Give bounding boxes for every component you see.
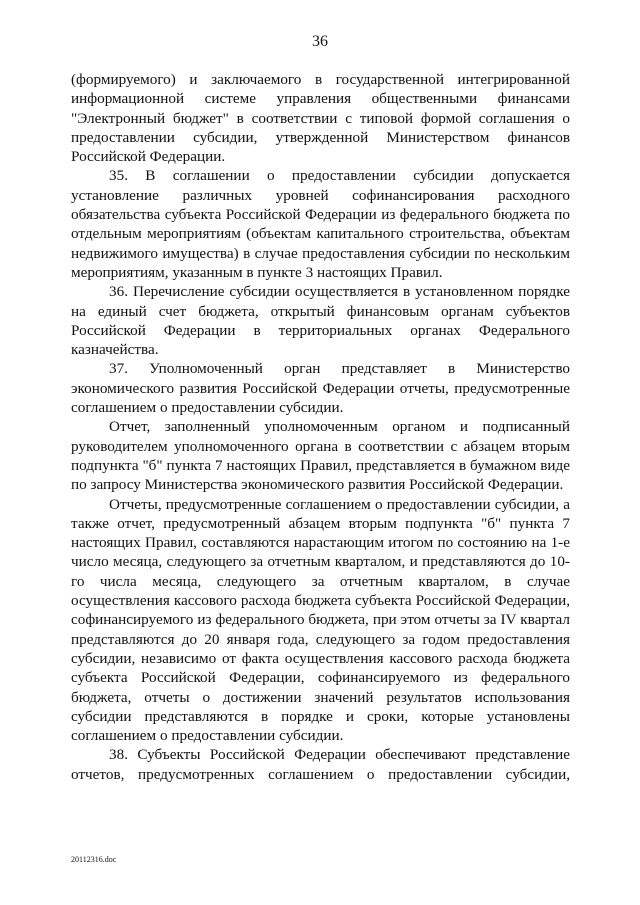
paragraph-38: 38. Субъекты Российской Федерации обеспечивают представление отчетов, предусмотренных соглашением о предоставлении субсидии,: [71, 746, 570, 783]
paragraph-36: 36. Перечисление субсидии осуществляется в установленном порядке на единый счет бюджета, открытый финансовым органам субъектов Российской Федерации в территориальных органах Федерального казначейства.: [71, 283, 570, 359]
paragraph-35: 35. В соглашении о предоставлении субсидии допускается установление различных уровней софинансирования расходного обязательства субъекта Российской Федерации из федерального бюджета по отдельным мероприятиям (объектам капитального строительства, объектам недвижимого имущества) в случае предоставления субсидии по нескольким мероприятиям, указанным в пункте 3 настоящих Правил.: [71, 167, 570, 281]
paragraph-report: Отчет, заполненный уполномоченным органом и подписанный руководителем уполномоченного органа в соответствии с абзацем вторым подпункта "б" пункта 7 настоящих Правил, представляется в бумажном виде по запросу Министерства экономического развития Российской Федерации.: [71, 418, 570, 494]
paragraph-reports-terms: Отчеты, предусмотренные соглашением о предоставлении субсидии, а также отчет, предусмотренный абзацем вторым подпункта "б" пункта 7 настоящих Правил, составляются нарастающим итогом по состоянию на 1-е число месяца, следующего за отчетным кварталом, и представляются до 10-го числа месяца, следующего за отчетным кварталом, в случае осуществления кассового расхода бюджета субъекта Российской Федерации, софинансируемого из федерального бюджета, при этом отчеты за IV квартал представляются до 20 января года, следующего за годом предоставления субсидии, независимо от факта осуществления кассового расхода бюджета субъекта Российской Федерации, софинансируемого из федерального бюджета, отчеты о достижении значений результатов использования субсидии представляются в порядке и сроки, которые установлены соглашением о предоставлении субсидии.: [71, 495, 570, 745]
file-name-footer: 20112316.doc: [71, 855, 117, 864]
paragraph-continuation: (формируемого) и заключаемого в государственной интегрированной информационной системе управления общественными финансами "Электронный бюджет" в соответствии с типовой формой соглашения о предоставлении субсидии, утвержденной Министерством финансов Российской Федерации.: [71, 71, 570, 166]
page-number: 36: [312, 33, 328, 50]
document-body: [71, 70, 570, 784]
paragraph-37: 37. Уполномоченный орган представляет в Министерство экономического развития Российской Федерации отчеты, предусмотренные соглашением о предоставлении субсидии.: [71, 360, 570, 417]
